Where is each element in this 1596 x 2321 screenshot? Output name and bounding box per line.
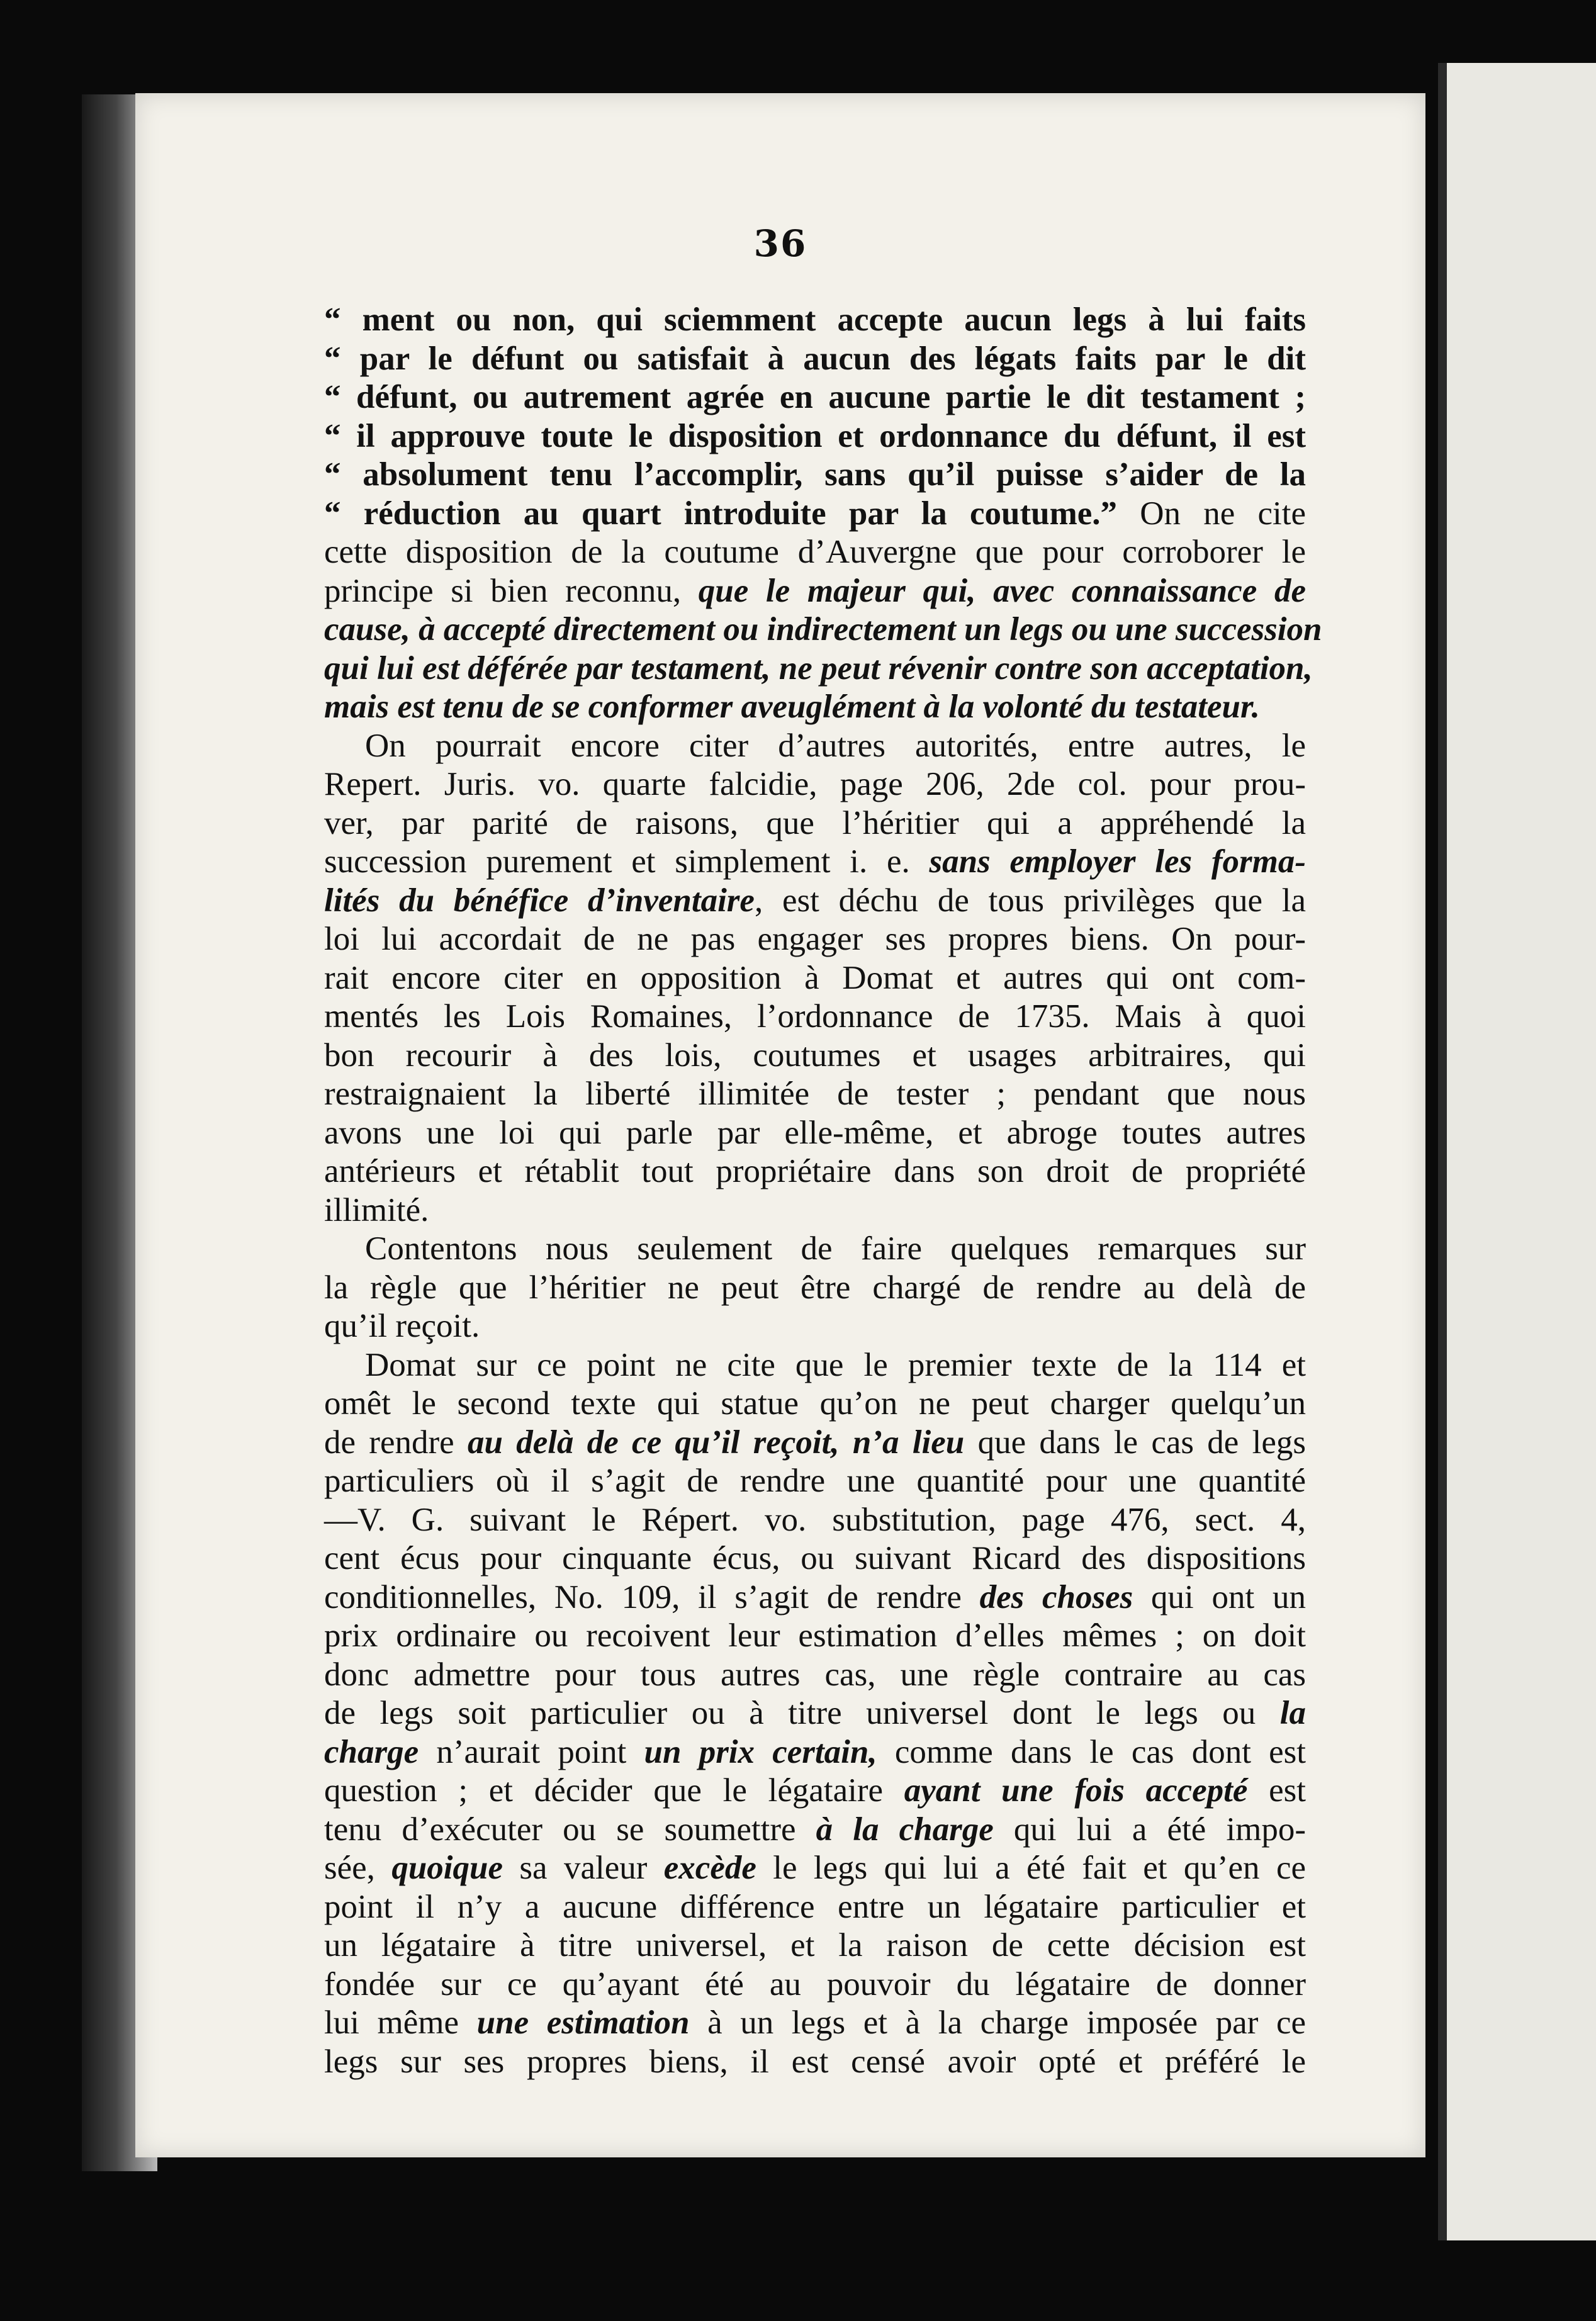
text-line: [324, 2043, 1306, 2082]
text-segment: qui lui a été impo-: [993, 1811, 1307, 1848]
text-segment: “ réduction au quart introduite par la coutume.”: [324, 495, 1140, 532]
text-line: [324, 920, 1306, 959]
text-segment: n’aurait point: [419, 1733, 644, 1770]
text-line: [324, 1578, 1306, 1617]
text-segment: à un legs et à la charge imposée par ce: [689, 2004, 1306, 2041]
text-segment: sa valeur: [503, 1850, 664, 1886]
text-line: [324, 1888, 1306, 1927]
text-segment: Repert. Juris. vo. quarte falcidie, page 206, 2de col. pour prou-: [324, 766, 1306, 802]
body-text: [324, 301, 1322, 2081]
text-line: [324, 1539, 1306, 1578]
text-segment: de rendre: [324, 1424, 468, 1461]
text-line: [324, 610, 1322, 649]
italic-text: sans employer les forma-: [929, 843, 1306, 880]
text-line: [324, 998, 1306, 1037]
text-segment: cette disposition de la coutume d’Auvergne que pour corroborer le: [324, 534, 1306, 570]
text-segment: un légataire à titre universel, et la raison de cette décision est: [324, 1927, 1306, 1964]
text-line: [324, 2004, 1306, 2043]
text-segment: “ il approuve toute le disposition et ordonnance du défunt, il est: [324, 417, 1306, 454]
text-line: [324, 688, 1306, 727]
text-line: [324, 1075, 1306, 1114]
text-segment: rait encore citer en opposition à Domat et autres qui ont com-: [324, 959, 1306, 996]
text-segment: avons une loi qui parle par elle-même, et abroge toutes autres: [324, 1114, 1306, 1151]
text-segment: sée,: [324, 1850, 392, 1886]
text-line: [324, 1230, 1306, 1269]
text-segment: omêt le second texte qui statue qu’on ne peut charger quelqu’un: [324, 1385, 1306, 1422]
text-line: [324, 495, 1306, 534]
text-segment: cent écus pour cinquante écus, ou suivant Ricard des dispositions: [324, 1540, 1306, 1576]
text-segment: principe si bien reconnu,: [324, 572, 699, 609]
text-line: [324, 765, 1306, 804]
text-segment: qui ont un: [1133, 1578, 1306, 1616]
text-line: [324, 1772, 1306, 1811]
text-line: [324, 1965, 1306, 2004]
text-line: [324, 1269, 1306, 1308]
text-line: [324, 417, 1306, 456]
italic-text: charge: [324, 1733, 419, 1770]
text-segment: Contentons nous seulement de faire quelques remarques sur: [365, 1230, 1306, 1267]
text-segment: “ défunt, ou autrement agrée en aucune partie le dit testament ;: [324, 379, 1306, 415]
text-segment: restraignaient la liberté illimitée de tester ; pendant que nous: [324, 1076, 1306, 1112]
italic-text: ayant une fois accepté: [904, 1772, 1248, 1809]
text-line: [324, 649, 1313, 688]
text-line: [324, 572, 1306, 611]
text-segment: antérieurs et rétablit tout propriétaire dans son droit de propriété: [324, 1153, 1306, 1189]
text-line: [324, 1811, 1306, 1850]
text-segment: bon recourir à des lois, coutumes et usages arbitraires, qui: [324, 1037, 1306, 1074]
text-segment: comme dans le cas dont est: [877, 1733, 1307, 1770]
text-line: [324, 1926, 1306, 1965]
italic-text: lités du bénéfice d’inventaire: [324, 882, 755, 919]
italic-text: un prix certain,: [644, 1733, 877, 1770]
text-line: [324, 456, 1306, 495]
text-line: [324, 533, 1306, 572]
text-segment: “ ment ou non, qui sciemment accepte aucun legs à lui faits: [324, 301, 1306, 338]
text-segment: la règle que l’héritier ne peut être chargé de rendre au delà de: [324, 1269, 1306, 1306]
text-line: [324, 1424, 1306, 1463]
text-line: [324, 378, 1306, 417]
text-segment: tenu d’exécuter ou se soumettre: [324, 1811, 816, 1848]
text-line: [324, 959, 1306, 998]
text-line: [324, 1114, 1306, 1153]
text-segment: “ par le défunt ou satisfait à aucun des légats faits par le dit: [324, 340, 1306, 377]
text-line: [324, 1307, 1306, 1346]
text-segment: prix ordinaire ou recoivent leur estimation d’elles mêmes ; on doit: [324, 1617, 1306, 1654]
text-segment: est: [1247, 1772, 1306, 1809]
text-segment: “ absolument tenu l’accomplir, sans qu’il puisse s’aider de la: [324, 456, 1306, 493]
text-line: [324, 1462, 1306, 1501]
text-segment: le legs qui lui a été fait et qu’en ce: [756, 1850, 1306, 1886]
text-line: [324, 1733, 1306, 1772]
italic-text: cause, à accepté directement ou indirectement un legs ou une succession: [324, 611, 1322, 648]
text-line: [324, 727, 1306, 766]
text-segment: particuliers où il s’agit de rendre une quantité pour une quantité: [324, 1463, 1306, 1499]
text-line: [324, 1385, 1306, 1424]
page-number: 36: [753, 222, 807, 265]
text-segment: que dans le cas de legs: [964, 1424, 1306, 1461]
text-segment: lui même: [324, 2004, 477, 2041]
text-segment: illimité.: [324, 1191, 429, 1228]
italic-text: à la charge: [816, 1811, 994, 1848]
text-line: [324, 1617, 1306, 1656]
italic-text: excède: [663, 1850, 756, 1886]
text-segment: —V. G. suivant le Répert. vo. substitution, page 476, sect. 4,: [324, 1501, 1306, 1538]
text-segment: question ; et décider que le légataire: [324, 1772, 904, 1809]
italic-text: mais est tenu de se conformer aveuglément à la volonté du testateur.: [324, 688, 1260, 725]
text-line: [324, 340, 1306, 379]
text-line: [324, 1037, 1306, 1076]
text-line: [324, 1849, 1306, 1888]
text-line: [324, 1152, 1306, 1191]
text-segment: legs sur ses propres biens, il est censé avoir opté et préféré le: [324, 2043, 1306, 2080]
text-line: [324, 1694, 1306, 1733]
text-segment: On ne cite: [1140, 495, 1307, 532]
text-line: [324, 1191, 1306, 1230]
text-segment: ver, par parité de raisons, que l’héritier qui a appréhendé la: [324, 804, 1306, 841]
text-segment: donc admettre pour tous autres cas, une règle contraire au cas: [324, 1656, 1306, 1693]
text-segment: loi lui accordait de ne pas engager ses propres biens. On pour-: [324, 921, 1306, 957]
text-segment: On pourrait encore citer d’autres autorités, entre autres, le: [365, 727, 1306, 764]
text-line: [324, 882, 1306, 921]
adjacent-page-edge: [1438, 63, 1596, 2240]
italic-text: que le majeur qui, avec connaissance de: [698, 572, 1306, 609]
text-segment: , est déchu de tous privilèges que la: [754, 882, 1306, 919]
text-segment: conditionnelles, No. 109, il s’agit de rendre: [324, 1578, 980, 1616]
text-segment: point il n’y a aucune différence entre un légataire particulier et: [324, 1888, 1306, 1925]
text-line: [324, 1656, 1306, 1695]
italic-text: au delà de ce qu’il reçoit, n’a lieu: [467, 1424, 965, 1461]
text-segment: Domat sur ce point ne cite que le premier texte de la 114 et: [365, 1346, 1306, 1383]
italic-text: la: [1279, 1695, 1306, 1731]
italic-text: quoique: [391, 1850, 503, 1886]
text-segment: succession purement et simplement i. e.: [324, 843, 930, 880]
text-line: [324, 1346, 1306, 1385]
text-line: [324, 301, 1306, 340]
italic-text: qui lui est déférée par testament, ne peut révenir contre son acceptation,: [324, 649, 1313, 687]
document-page: [135, 93, 1425, 2157]
italic-text: des choses: [979, 1578, 1133, 1616]
text-segment: de legs soit particulier ou à titre universel dont le legs ou: [324, 1695, 1280, 1731]
text-segment: fondée sur ce qu’ayant été au pouvoir du légataire de donner: [324, 1965, 1306, 2003]
text-line: [324, 843, 1306, 882]
text-line: [324, 804, 1306, 843]
text-line: [324, 1501, 1306, 1540]
text-segment: qu’il reçoit.: [324, 1308, 480, 1344]
italic-text: une estimation: [476, 2004, 690, 2041]
text-segment: mentés les Lois Romaines, l’ordonnance de 1735. Mais à quoi: [324, 998, 1306, 1035]
